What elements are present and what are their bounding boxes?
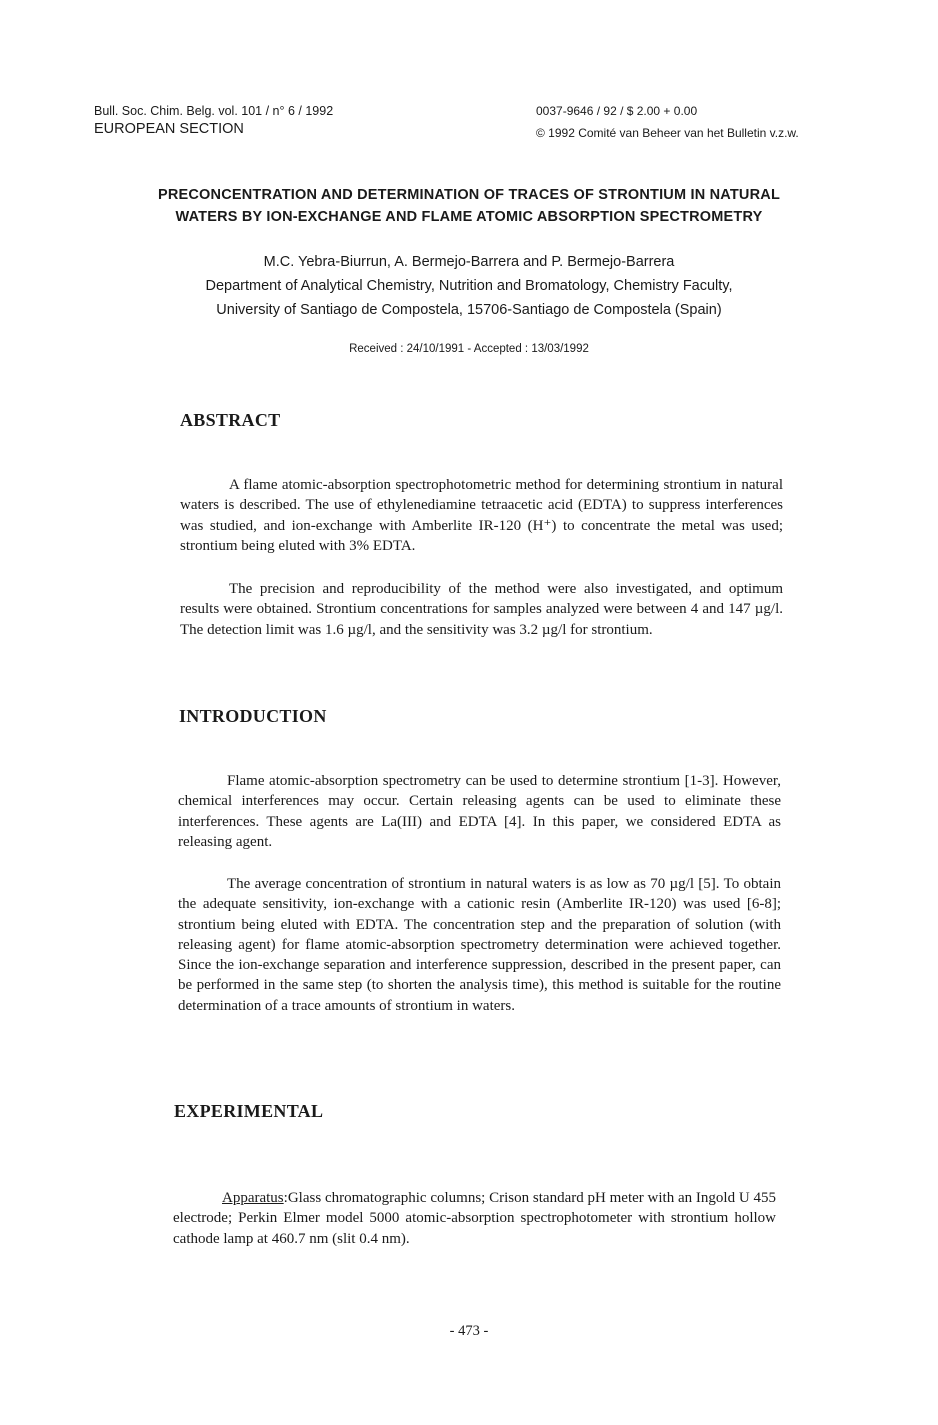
introduction-paragraph-2: The average concentration of strontium in natural waters is as low as 70 µg/l [5]. To obtain the adequate sensitivity, ion-exchange with a cationic resin (Amberlite IR-120) was used [6-8]; strontium being eluted with EDTA. The concentration step and the preparation of solution (with releasing agent) for flame atomic-absorption spectrometry determination were achieved together. Since the ion-exchange separation and interference suppression, described in the present paper, can be performed in the same step (to shorten the analysis time), this method is suitable for the routine determination of a trace amounts of strontium in waters. [178, 876, 781, 1014]
issn-price: 0037-9646 / 92 / $ 2.00 + 0.00 [536, 104, 698, 118]
apparatus-paragraph [173, 1188, 776, 1249]
title-line-2: WATERS BY ION-EXCHANGE AND FLAME ATOMIC ABSORPTION SPECTROMETRY [175, 209, 763, 225]
paper-title [80, 184, 858, 228]
author-block [80, 250, 858, 322]
section-label: EUROPEAN SECTION [94, 121, 244, 137]
introduction-paragraph-1: Flame atomic-absorption spectrometry can be used to determine strontium [1-3]. However, chemical interferences may occur. Certain releasing agents can be used to eliminate these interferences. These agents are La(III) and EDTA [4]. In this paper, we considered EDTA as releasing agent. [178, 773, 781, 850]
received-dates: Received : 24/10/1991 - Accepted : 13/03/1992 [349, 343, 589, 355]
abstract-heading: ABSTRACT [180, 410, 281, 430]
apparatus-label: Apparatus [222, 1190, 284, 1206]
affiliation-line-2: University of Santiago de Compostela, 15706-Santiago de Compostela (Spain) [216, 302, 722, 318]
publication-info [536, 103, 799, 142]
page-number: - 473 - [449, 1323, 489, 1339]
title-line-1: PRECONCENTRATION AND DETERMINATION OF TRACES OF STRONTIUM IN NATURAL [157, 187, 781, 203]
introduction-heading: INTRODUCTION [179, 706, 327, 726]
affiliation-line-1: Department of Analytical Chemistry, Nutrition and Bromatology, Chemistry Faculty, [205, 278, 733, 294]
copyright-notice: © 1992 Comité van Beheer van het Bulletin v.z.w. [536, 126, 799, 140]
journal-line: Bull. Soc. Chim. Belg. vol. 101 / n° 6 / 1992 [94, 104, 334, 118]
author-names: M.C. Yebra-Biurrun, A. Bermejo-Barrera and P. Bermejo-Barrera [263, 254, 675, 270]
experimental-heading: EXPERIMENTAL [174, 1101, 324, 1121]
journal-citation [94, 103, 333, 139]
abstract-paragraph-2: The precision and reproducibility of the method were also investigated, and optimum results were obtained. Strontium concentrations for samples analyzed were between 4 and 147 µg/l. The detection limit was 1.6 µg/l, and the sensitivity was 3.2 µg/l for strontium. [180, 581, 783, 638]
abstract-paragraph-1: A flame atomic-absorption spectrophotometric method for determining strontium in natural waters is described. The use of ethylenediamine tetraacetic acid (EDTA) to suppress interferences was studied, and ion-exchange with Amberlite IR-120 (H⁺) to concentrate the metal was used; strontium being eluted with 3% EDTA. [180, 477, 783, 554]
apparatus-text: :Glass chromatographic columns; Crison standard pH meter with an Ingold U 455 electrode; Perkin Elmer model 5000 atomic-absorption spectrophotometer with strontium hollow cathode lamp at 460.7 nm (slit 0.4 nm). [173, 1190, 776, 1247]
